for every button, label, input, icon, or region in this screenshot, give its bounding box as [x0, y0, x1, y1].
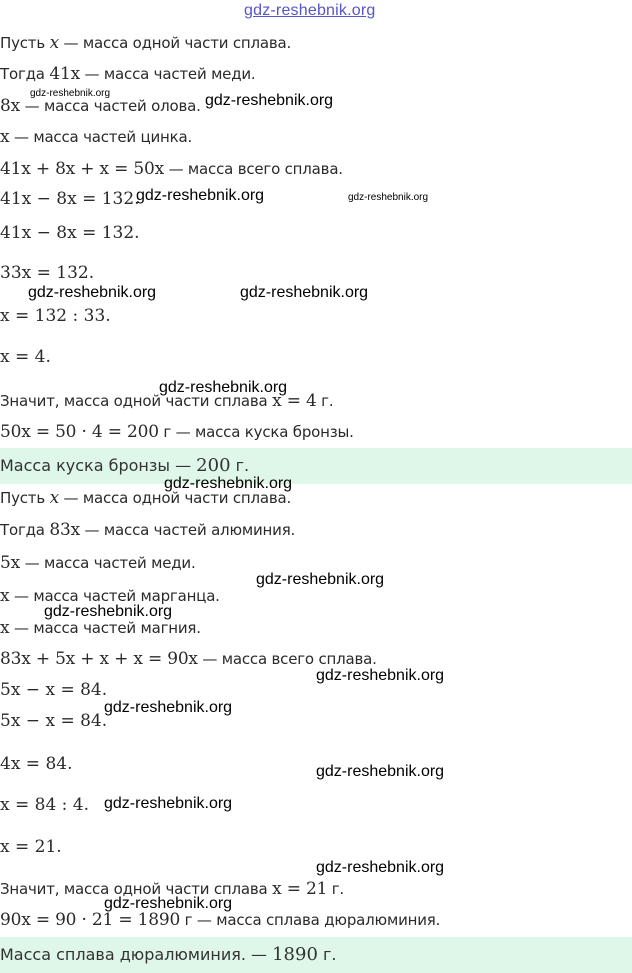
- text: — масса частей цинка.: [9, 128, 193, 146]
- math: 50x = 50 · 4 = 200: [0, 422, 159, 442]
- task1-line-4: [0, 127, 192, 147]
- math: x: [0, 127, 10, 147]
- text: г — масса сплава дюралюминия.: [180, 911, 441, 929]
- task1-line-1: [0, 33, 291, 53]
- task1-line-3: [0, 96, 201, 116]
- text: г.: [230, 456, 250, 475]
- text: г.: [316, 392, 334, 410]
- watermark: gdz-reshebnik.org: [159, 379, 288, 396]
- watermark: gdz-reshebnik.org: [256, 571, 385, 588]
- math: 8x: [0, 96, 21, 116]
- task1-line-5: [0, 159, 343, 179]
- task2-answer: [0, 937, 632, 973]
- text: Масса куска бронзы —: [0, 456, 197, 475]
- text: г — масса куска бронзы.: [158, 423, 354, 441]
- task1-line-2: [0, 64, 256, 84]
- text: г.: [327, 880, 345, 898]
- watermark: gdz-reshebnik.org: [316, 763, 445, 780]
- text: — масса частей марганца.: [9, 587, 220, 605]
- watermark: gdz-reshebnik.org: [44, 603, 173, 620]
- task2-line-5: [0, 618, 201, 638]
- math: x: [49, 33, 59, 53]
- watermark: gdz-reshebnik.org: [30, 88, 111, 99]
- task1-answer: [0, 448, 632, 484]
- task1-equation-2: 41x − 8x = 132.: [0, 223, 140, 243]
- math: 1890: [272, 944, 318, 965]
- text: Масса сплава дюралюминия. —: [0, 945, 273, 964]
- watermark: gdz-reshebnik.org: [164, 475, 293, 492]
- math: 200: [196, 455, 231, 476]
- watermark: gdz-reshebnik.org: [104, 699, 233, 716]
- header-watermark-link[interactable]: gdz-reshebnik.org: [244, 2, 376, 19]
- task2-line-13: [0, 910, 440, 930]
- text: — масса всего сплава.: [197, 650, 377, 668]
- watermark: gdz-reshebnik.org: [136, 187, 265, 204]
- text: г.: [317, 945, 337, 964]
- task2-equation-3: 4x = 84.: [0, 754, 73, 774]
- text: Значит, масса одной части сплава: [0, 392, 273, 410]
- math: x = 4: [272, 391, 317, 411]
- watermark: gdz-reshebnik.org: [28, 284, 157, 301]
- watermark: gdz-reshebnik.org: [205, 92, 334, 109]
- math: 5x: [0, 553, 21, 573]
- text: — масса частей меди.: [79, 65, 256, 83]
- text: Значит, масса одной части сплава: [0, 880, 273, 898]
- watermark: gdz-reshebnik.org: [104, 895, 233, 912]
- text: Пусть: [0, 489, 50, 507]
- text: — масса одной части сплава.: [58, 34, 292, 52]
- task1-equation-3: 33x = 132.: [0, 263, 95, 283]
- task1-equation-5: x = 4.: [0, 347, 51, 367]
- math: 90x = 90 · 21 = 1890: [0, 910, 181, 930]
- text: — масса частей магния.: [9, 619, 201, 637]
- task2-line-2: [0, 520, 295, 540]
- task2-equation-1: 5x − x = 84.: [0, 680, 108, 700]
- watermark: gdz-reshebnik.org: [104, 795, 233, 812]
- math: 83x: [49, 520, 80, 540]
- text: — масса частей меди.: [20, 554, 196, 572]
- task2-equation-4: x = 84 : 4.: [0, 795, 90, 815]
- task1-equation-4: x = 132 : 33.: [0, 306, 111, 326]
- watermark: gdz-reshebnik.org: [316, 667, 445, 684]
- math: x: [49, 488, 59, 508]
- math: x: [0, 618, 10, 638]
- task2-equation-2: 5x − x = 84.: [0, 711, 108, 731]
- watermark: gdz-reshebnik.org: [316, 859, 445, 876]
- math: 83x + 5x + x + x = 90x: [0, 649, 198, 669]
- task2-line-3: [0, 553, 196, 573]
- math: 41x: [49, 64, 80, 84]
- text: — масса частей алюминия.: [79, 521, 296, 539]
- watermark: gdz-reshebnik.org: [348, 192, 429, 203]
- math: x = 21: [272, 879, 328, 899]
- text: — масса частей олова.: [20, 97, 201, 115]
- task1-line-12: [0, 422, 354, 442]
- math: 41x + 8x + x = 50x: [0, 159, 164, 179]
- task2-line-6: [0, 649, 377, 669]
- task2-equation-5: x = 21.: [0, 837, 62, 857]
- watermark: gdz-reshebnik.org: [240, 284, 369, 301]
- math: x: [0, 586, 10, 606]
- text: Пусть: [0, 34, 50, 52]
- text: — масса всего сплава.: [164, 160, 343, 178]
- task1-equation-1: 41x − 8x = 132.: [0, 189, 140, 209]
- text: Тогда: [0, 65, 50, 83]
- text: Тогда: [0, 521, 50, 539]
- text: — масса одной части сплава.: [58, 489, 292, 507]
